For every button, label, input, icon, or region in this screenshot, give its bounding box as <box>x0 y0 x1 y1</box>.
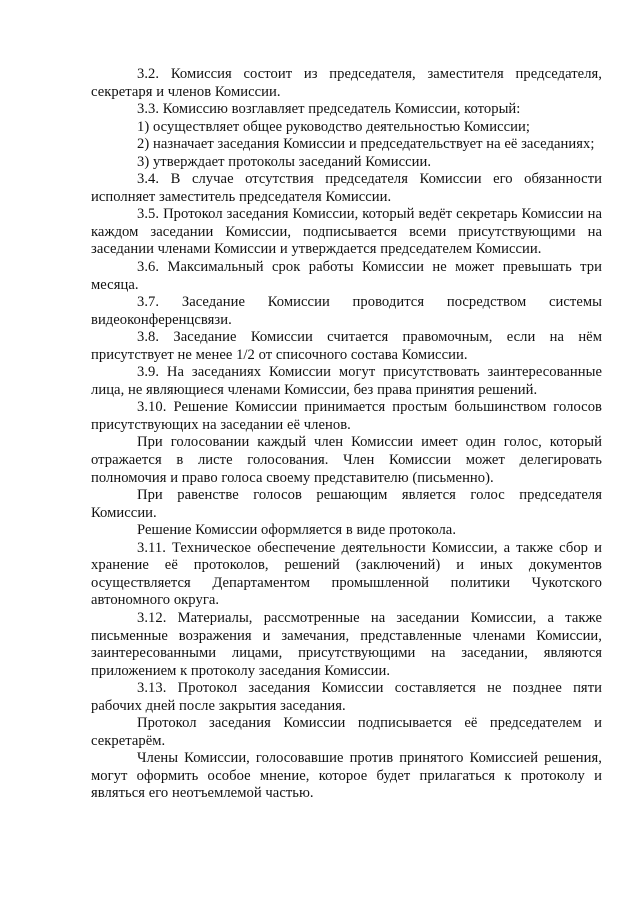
paragraph-3-8: 3.8. Заседание Комиссии считается правомочным, если на нём присутствует не менее 1/2 от списочного состава Комиссии. <box>91 329 602 363</box>
paragraph-3-13-dissent: Члены Комиссии, голосовавшие против принятого Комиссией решения, могут оформить особое мнение, которое будет прилагаться к протоколу и являться его неотъемлемой частью. <box>91 750 602 802</box>
paragraph-3-4: 3.4. В случае отсутствия председателя Комиссии его обязанности исполняет заместитель председателя Комиссии. <box>91 171 602 205</box>
paragraph-3-10-voting: При голосовании каждый член Комиссии имеет один голос, который отражается в листе голосования. Член Комиссии может делегировать полномочия и право голоса своему представителю (письменно). <box>91 434 602 486</box>
paragraph-3-7: 3.7. Заседание Комиссии проводится посредством системы видеоконференцсвязи. <box>91 294 602 328</box>
paragraph-3-13-signing: Протокол заседания Комиссии подписывается её председателем и секретарём. <box>91 715 602 749</box>
paragraph-3-3-item-3: 3) утверждает протоколы заседаний Комиссии. <box>137 153 432 170</box>
paragraph-3-11: 3.11. Техническое обеспечение деятельности Комиссии, а также сбор и хранение её протоколов, решений (заключений) и иных документов осуществляется Департаментом промышленной политики Чукотского автономного округа. <box>91 539 602 609</box>
paragraph-3-10-tie: При равенстве голосов решающим является голос председателя Комиссии. <box>91 487 602 521</box>
paragraph-3-3-item-1: 1) осуществляет общее руководство деятельностью Комиссии; <box>137 118 530 135</box>
paragraph-3-5: 3.5. Протокол заседания Комиссии, который ведёт секретарь Комиссии на каждом заседании Комиссии, подписывается всеми присутствующими на заседании членами Комиссии и утверждается председателем Комиссии. <box>91 206 602 258</box>
paragraph-3-13: 3.13. Протокол заседания Комиссии составляется не позднее пяти рабочих дней после закрытия заседания. <box>91 680 602 714</box>
paragraph-3-3-item-2: 2) назначает заседания Комиссии и председательствует на её заседаниях; <box>137 136 595 153</box>
document-page <box>91 66 602 803</box>
paragraph-3-2: 3.2. Комиссия состоит из председателя, заместителя председателя, секретаря и членов Комиссии. <box>91 66 602 100</box>
paragraph-3-10-protocol: Решение Комиссии оформляется в виде протокола. <box>137 522 457 539</box>
paragraph-3-12: 3.12. Материалы, рассмотренные на заседании Комиссии, а также письменные возражения и замечания, представленные членами Комиссии, заинтересованными лицами, присутствующими на заседании, являются приложением к протоколу заседания Комиссии. <box>91 609 602 679</box>
paragraph-3-6: 3.6. Максимальный срок работы Комиссии не может превышать три месяца. <box>91 259 602 293</box>
paragraph-3-10: 3.10. Решение Комиссии принимается простым большинством голосов присутствующих на заседании её членов. <box>91 399 602 433</box>
paragraph-3-9: 3.9. На заседаниях Комиссии могут присутствовать заинтересованные лица, не являющиеся членами Комиссии, без права принятия решений. <box>91 364 602 398</box>
paragraph-3-3: 3.3. Комиссию возглавляет председатель Комиссии, который: <box>137 101 521 118</box>
